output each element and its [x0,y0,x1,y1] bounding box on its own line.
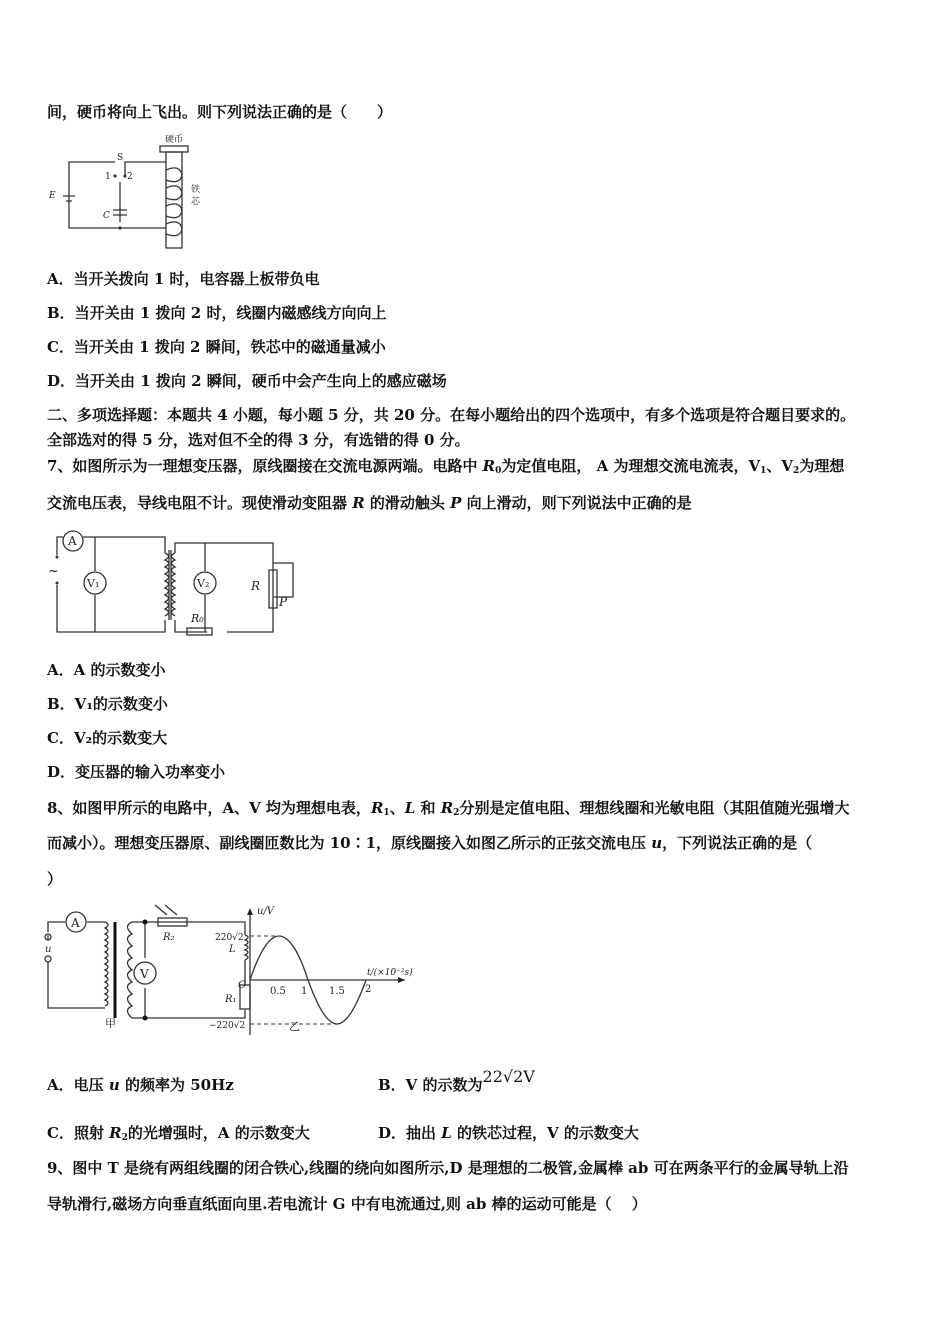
r-label: R [251,579,261,593]
q6-stem: 间，硬币将向上飞出。则下列说法正确的是（ ） [47,103,393,121]
q6-circuit-figure [45,130,225,252]
section2-instructions-1: 二、多项选择题：本题共 4 小题，每小题 5 分，共 20 分。在每小题给出的四个选项中，有多个选项是符合题目要求的。 [47,406,856,424]
ammeter-label: A [68,534,77,548]
x-tick: 0.5 [270,986,286,997]
coil [166,168,182,236]
q7-stem-1: 7、如图所示为一理想变压器，原线圈接在交流电源两端。电路中 $R_0$为定值电阻， A 为理想交流电流表，$V_1$、$V_2$为理想 [47,457,845,476]
r1-label: R₁ [225,994,237,1005]
q9-stem-1: 9、图中 T 是绕有两组线圈的闭合铁心,线圈的绕向如图所示,D 是理想的二极管,金属棒 ab 可在两条平行的金属导轨上沿 [47,1159,849,1177]
u-label: u [45,944,52,955]
voltmeter-label: V [140,967,149,981]
v2-label: V₂ [197,577,210,590]
l-label: L [229,944,236,955]
ymax-label: 220√2 [215,933,244,943]
wires [63,162,166,228]
core-label-2: 芯 [191,197,201,207]
q6-option-c[interactable]: C．当开关由 1 拨向 2 瞬间，铁芯中的磁通量减小 [47,338,386,356]
q9-stem-2: 导轨滑行,磁场方向垂直纸面向里.若电流计 G 中有电流通过,则 ab 棒的运动可能是（ ） [47,1195,647,1213]
ymin-label: −220√2 [209,1021,246,1031]
coin-label: 硬币 [165,135,184,145]
q7-option-a[interactable]: A．A 的示数变小 [47,661,166,679]
y-axis-label: u/V [257,906,275,917]
q8-option-c[interactable]: C．照射 $R_2$的光增强时，A 的示数变大 [47,1124,310,1143]
r2-label: R₂ [163,932,175,943]
x-tick: 2 [365,984,372,995]
switch-label: S [117,153,124,163]
figure-yi-label: 乙 [289,1020,300,1033]
q8-option-d[interactable]: D．抽出 L 的铁芯过程，V 的示数变大 [378,1124,639,1142]
x-tick: 1.5 [329,986,345,997]
ammeter-label: A [71,916,80,930]
p-label: P [279,595,288,609]
q8-figures [45,900,435,1040]
q8-option-a[interactable]: A．电压 u 的频率为 50Hz [47,1076,234,1094]
q7-option-b[interactable]: B．V₁的示数变小 [47,695,168,713]
origin-label: O [238,980,247,991]
section2-instructions-2: 全部选对的得 5 分，选对但不全的得 3 分，有选错的得 0 分。 [47,431,470,449]
capacitor-label: C [103,211,110,221]
q7-stem-2: 交流电压表，导线电阻不计。现使滑动变阻器 R 的滑动触头 P 向上滑动，则下列说法中正确的是 [47,494,692,512]
q8-stem-3: ） [47,870,63,888]
q8-option-b[interactable]: B．V 的示数为22√2V [378,1067,535,1094]
r0-label: R₀ [191,612,204,625]
figure-jia-label: 甲 [105,1017,116,1030]
coin [160,146,188,152]
pos1-label: 1 [105,172,111,182]
x-tick: 1 [301,986,308,997]
core-label-1: 铁 [191,185,201,195]
q7-transformer-figure [45,525,288,640]
pos2-label: 2 [127,172,133,182]
x-axis-label: t/(×10⁻²s) [367,968,413,978]
emf-label: E [49,191,56,201]
ac-source-label: ~ [48,564,59,579]
q6-option-d[interactable]: D．当开关由 1 拨向 2 瞬间，硬币中会产生向上的感应磁场 [47,372,447,390]
q7-option-c[interactable]: C．V₂的示数变大 [47,729,168,747]
v1-label: V₁ [87,577,100,590]
q8-stem-2: 而减小）。理想变压器原、副线圈匝数比为 10∶1，原线圈接入如图乙所示的正弦交流电压 u，下列说法正确的是（ [47,834,813,852]
q7-option-d[interactable]: D．变压器的输入功率变小 [47,763,226,781]
q6-option-a[interactable]: A．当开关拨向 1 时，电容器上板带负电 [47,270,320,288]
transformer-coils [165,550,175,620]
q6-option-b[interactable]: B．当开关由 1 拨向 2 时，线圈内磁感线方向向上 [47,304,387,322]
q8-stem-1: 8、如图甲所示的电路中，A、V 均为理想电表，$R_1$、L 和 $R_2$分别是定值电阻、理想线圈和光敏电阻（其阻值随光强增大 [47,799,850,818]
